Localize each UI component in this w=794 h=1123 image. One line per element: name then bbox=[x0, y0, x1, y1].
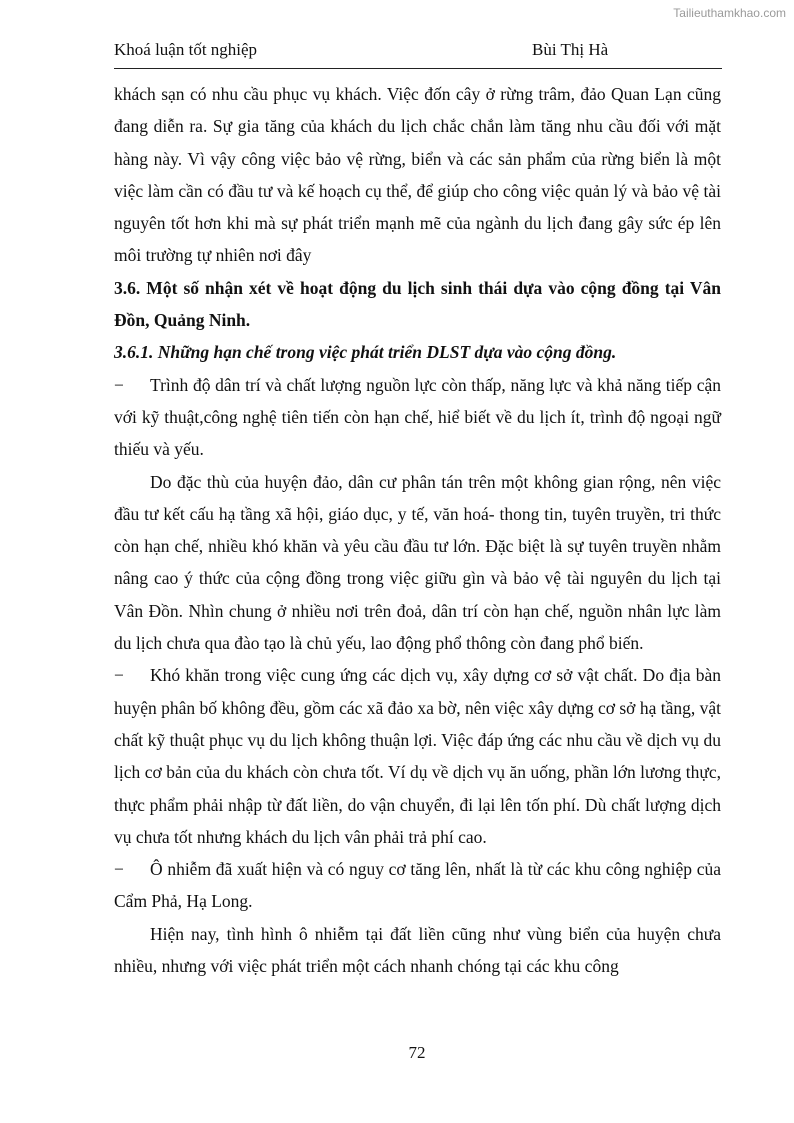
bullet-text-1: Trình độ dân trí và chất lượng nguồn lực còn thấp, năng lực và khả năng tiếp cận với kỹ thuật,công nghệ tiên tiến còn hạn chế, hiể biết về du lịch ít, trình độ ngoại ngữ thiếu và yếu. bbox=[114, 374, 721, 460]
bullet-dash: − bbox=[114, 374, 124, 395]
bullet-dash: − bbox=[114, 665, 124, 686]
paragraph-continuation: khách sạn có nhu cầu phục vụ khách. Việc đốn cây ở rừng trâm, đảo Quan Lạn cũng đang diễn ra. Sự gia tăng của khách du lịch chắc chắn làm tăng nhu cầu đối với mặt hàng này. Vì vậy công việc bảo vệ rừng, biển và các sản phẩm của rừng biển là một việc làm cần có đầu tư và kế hoạch cụ thể, để giúp cho công việc quản lý và bảo vệ tài nguyên tốt hơn khi mà sự phát triển mạnh mẽ của ngành du lịch đang gây sức ép lên môi trường tự nhiên nơi đây bbox=[114, 84, 721, 266]
watermark: Tailieuthamkhao.com bbox=[673, 6, 786, 20]
subsection-heading-3-6-1: 3.6.1. Những hạn chế trong việc phát triển DLST dựa vào cộng đồng. bbox=[114, 342, 617, 363]
paragraph-3: Hiện nay, tình hình ô nhiễm tại đất liền cũng như vùng biển của huyện chưa nhiều, nhưng với việc phát triển một cách nhanh chóng tại các khu công bbox=[114, 923, 721, 977]
header-author: Bùi Thị Hà bbox=[532, 40, 609, 59]
header-title: Khoá luận tốt nghiệp bbox=[114, 40, 258, 59]
bullet-dash: − bbox=[114, 859, 124, 880]
bullet-paragraph-2 bbox=[114, 659, 721, 853]
page-body bbox=[114, 78, 721, 982]
section-heading-3-6: 3.6. Một số nhận xét về hoạt động du lịch sinh thái dựa vào cộng đồng tại Vân Đồn, Quảng Ninh. bbox=[114, 277, 721, 331]
page-number: 72 bbox=[408, 1043, 426, 1062]
bullet-paragraph-3 bbox=[114, 853, 721, 918]
bullet-text-2: Khó khăn trong việc cung ứng các dịch vụ, xây dựng cơ sở vật chất. Do địa bàn huyện phân bố không đều, gồm các xã đảo xa bờ, nên việc xây dựng cơ sở hạ tầng, vật chất kỹ thuật phục vụ du lịch không thuận lợi. Việc đáp ứng các nhu cầu về dịch vụ du lịch cơ bản của du khách còn chưa tốt. Ví dụ về dịch vụ ăn uống, phần lớn lương thực, thực phẩm phải nhập từ đất liền, do vận chuyển, đi lại lên tốn phí. Dù chất lượng dịch vụ chưa tốt nhưng khách du lịch vân phải trả phí cao. bbox=[114, 665, 721, 847]
bullet-text-3: Ô nhiễm đã xuất hiện và có nguy cơ tăng lên, nhất là từ các khu công nghiệp của Cẩm Phả, Hạ Long. bbox=[114, 859, 721, 912]
page-header bbox=[114, 38, 722, 69]
paragraph-2: Do đặc thù của huyện đảo, dân cư phân tán trên một không gian rộng, nên việc đầu tư kết cấu hạ tầng xã hội, giáo dục, y tế, văn hoá- thong tin, tuyên truyền, tri thức còn hạn chế, nhiều khó khăn và yêu cầu đầu tư lớn. Đặc biệt là sự tuyên truyền nhằm nâng cao ý thức của cộng đồng trong việc giữu gìn và bảo vệ tài nguyên du lịch tại Vân Đồn. Nhìn chung ở nhiều nơi trên đoả, dân trí còn hạn chế, nguồn nhân lực làm du lịch chưa qua đào tạo là chủ yếu, lao động phổ thông còn đang phổ biến. bbox=[114, 471, 721, 654]
bullet-paragraph-1 bbox=[114, 369, 721, 466]
